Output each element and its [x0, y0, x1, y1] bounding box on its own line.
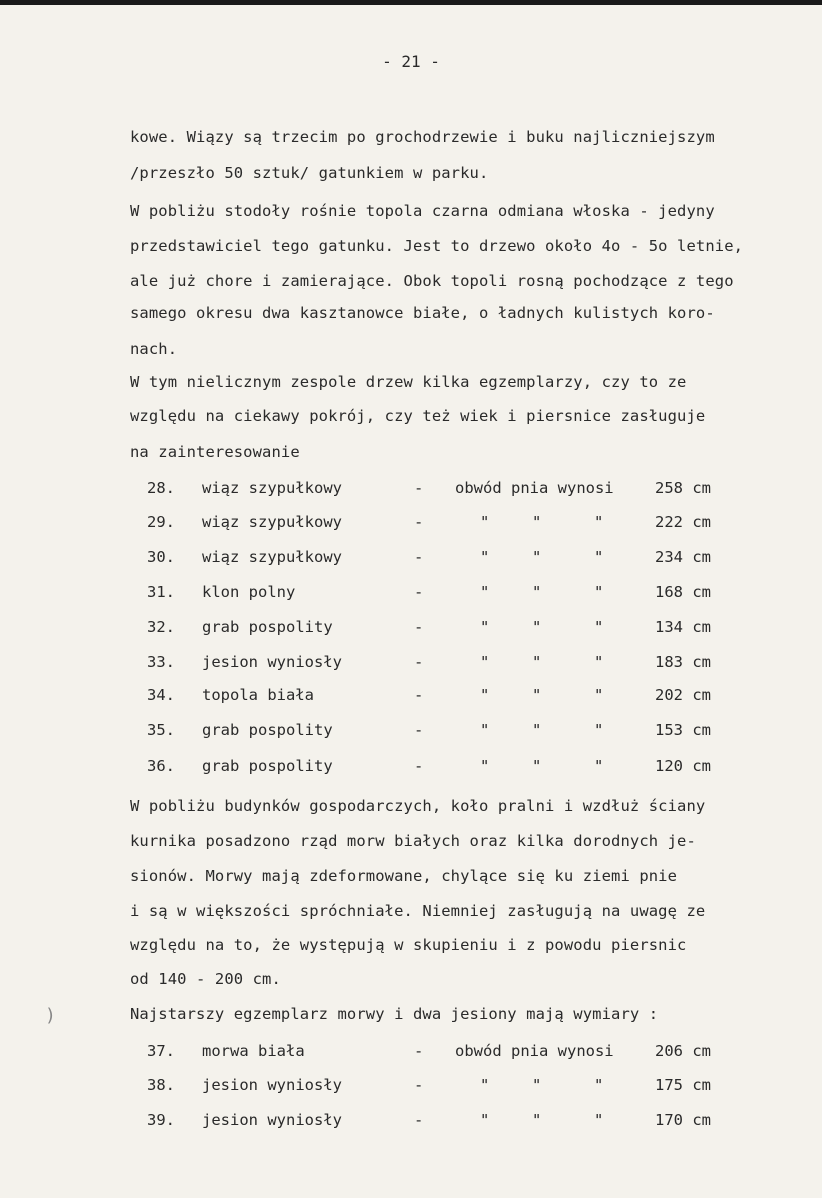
ditto-mark: ": [532, 513, 542, 531]
text-line: względu na ciekawy pokrój, czy też wiek i piersnice zasługuje: [130, 407, 706, 425]
circumference-value: 153 cm: [655, 721, 711, 739]
text-line: W pobliżu stodoły rośnie topola czarna odmiana włoska - jedyny: [130, 202, 715, 220]
tree-species: wiąz szypułkowy: [202, 479, 342, 497]
ditto-mark: ": [594, 653, 604, 671]
table-row: [0, 1042, 822, 1066]
row-dash: -: [414, 653, 424, 671]
tree-species: grab pospolity: [202, 721, 333, 739]
text-line: sionów. Morwy mają zdeformowane, chylące się ku ziemi pnie: [130, 867, 678, 885]
table-row: [0, 513, 822, 537]
text-line: względu na to, że występują w skupieniu i z powodu piersnic: [130, 936, 687, 954]
table-row: [0, 653, 822, 677]
text-line: nach.: [130, 340, 178, 358]
table-row: [0, 721, 822, 745]
ditto-mark: ": [594, 618, 604, 636]
row-dash: -: [414, 1042, 424, 1060]
ditto-mark: ": [532, 583, 542, 601]
row-number: 36.: [147, 757, 175, 775]
table-row: [0, 479, 822, 503]
table-row: [0, 548, 822, 572]
tree-species: morwa biała: [202, 1042, 305, 1060]
row-dash: -: [414, 583, 424, 601]
ditto-mark: ": [480, 1111, 490, 1129]
ditto-mark: ": [480, 653, 490, 671]
ditto-mark: ": [480, 618, 490, 636]
row-number: 31.: [147, 583, 175, 601]
row-number: 35.: [147, 721, 175, 739]
text-line: i są w większości spróchniałe. Niemniej zasługują na uwagę ze: [130, 902, 706, 920]
ditto-mark: ": [532, 721, 542, 739]
table-row: [0, 686, 822, 710]
row-dash: -: [414, 548, 424, 566]
tree-species: grab pospolity: [202, 757, 333, 775]
measurement-label: obwód pnia wynosi: [455, 1042, 614, 1060]
circumference-value: 170 cm: [655, 1111, 711, 1129]
row-number: 34.: [147, 686, 175, 704]
ditto-mark: ": [480, 548, 490, 566]
tree-species: wiąz szypułkowy: [202, 513, 342, 531]
circumference-value: 234 cm: [655, 548, 711, 566]
circumference-value: 222 cm: [655, 513, 711, 531]
circumference-value: 258 cm: [655, 479, 711, 497]
text-line: kowe. Wiązy są trzecim po grochodrzewie i buku najliczniejszym: [130, 128, 715, 146]
ditto-mark: ": [594, 548, 604, 566]
ditto-mark: ": [532, 1111, 542, 1129]
row-dash: -: [414, 513, 424, 531]
tree-species: wiąz szypułkowy: [202, 548, 342, 566]
text-line: W tym nielicznym zespole drzew kilka egzemplarzy, czy to ze: [130, 373, 687, 391]
ditto-mark: ": [594, 757, 604, 775]
tree-species: topola biała: [202, 686, 314, 704]
ditto-mark: ": [594, 583, 604, 601]
ditto-mark: ": [594, 1111, 604, 1129]
row-dash: -: [414, 1076, 424, 1094]
tree-species: klon polny: [202, 583, 296, 601]
row-number: 28.: [147, 479, 175, 497]
row-number: 37.: [147, 1042, 175, 1060]
ditto-mark: ": [480, 757, 490, 775]
row-dash: -: [414, 1111, 424, 1129]
ditto-mark: ": [594, 513, 604, 531]
text-line: od 140 - 200 cm.: [130, 970, 281, 988]
text-line: kurnika posadzono rząd morw białych oraz kilka dorodnych je-: [130, 832, 696, 850]
row-dash: -: [414, 618, 424, 636]
table-row: [0, 1076, 822, 1100]
circumference-value: 202 cm: [655, 686, 711, 704]
page-number: - 21 -: [382, 52, 440, 71]
row-number: 38.: [147, 1076, 175, 1094]
row-number: 33.: [147, 653, 175, 671]
tree-species: jesion wyniosły: [202, 1076, 342, 1094]
table-row: [0, 618, 822, 642]
table-row: [0, 1111, 822, 1135]
ditto-mark: ": [480, 686, 490, 704]
scan-top-edge: [0, 0, 822, 5]
text-line: /przeszło 50 sztuk/ gatunkiem w parku.: [130, 164, 489, 182]
ditto-mark: ": [594, 1076, 604, 1094]
row-number: 39.: [147, 1111, 175, 1129]
ditto-mark: ": [532, 548, 542, 566]
ditto-mark: ": [532, 1076, 542, 1094]
row-number: 30.: [147, 548, 175, 566]
circumference-value: 183 cm: [655, 653, 711, 671]
ditto-mark: ": [480, 721, 490, 739]
text-line: Najstarszy egzemplarz morwy i dwa jesiony mają wymiary :: [130, 1005, 659, 1023]
ditto-mark: ": [594, 686, 604, 704]
margin-mark: ): [45, 1005, 56, 1026]
tree-species: jesion wyniosły: [202, 653, 342, 671]
table-row: [0, 583, 822, 607]
circumference-value: 175 cm: [655, 1076, 711, 1094]
ditto-mark: ": [532, 757, 542, 775]
ditto-mark: ": [480, 1076, 490, 1094]
row-dash: -: [414, 721, 424, 739]
text-line: przedstawiciel tego gatunku. Jest to drzewo około 4o - 5o letnie,: [130, 237, 744, 255]
text-line: W pobliżu budynków gospodarczych, koło pralni i wzdłuż ściany: [130, 797, 706, 815]
ditto-mark: ": [594, 721, 604, 739]
row-number: 32.: [147, 618, 175, 636]
circumference-value: 206 cm: [655, 1042, 711, 1060]
measurement-label: obwód pnia wynosi: [455, 479, 614, 497]
row-dash: -: [414, 479, 424, 497]
table-row: [0, 757, 822, 781]
row-dash: -: [414, 757, 424, 775]
circumference-value: 120 cm: [655, 757, 711, 775]
ditto-mark: ": [532, 618, 542, 636]
text-line: ale już chore i zamierające. Obok topoli rosną pochodzące z tego: [130, 272, 734, 290]
row-dash: -: [414, 686, 424, 704]
circumference-value: 134 cm: [655, 618, 711, 636]
tree-species: grab pospolity: [202, 618, 333, 636]
row-number: 29.: [147, 513, 175, 531]
ditto-mark: ": [480, 513, 490, 531]
text-line: na zainteresowanie: [130, 443, 300, 461]
ditto-mark: ": [480, 583, 490, 601]
text-line: samego okresu dwa kasztanowce białe, o ładnych kulistych koro-: [130, 304, 715, 322]
ditto-mark: ": [532, 686, 542, 704]
tree-species: jesion wyniosły: [202, 1111, 342, 1129]
circumference-value: 168 cm: [655, 583, 711, 601]
ditto-mark: ": [532, 653, 542, 671]
